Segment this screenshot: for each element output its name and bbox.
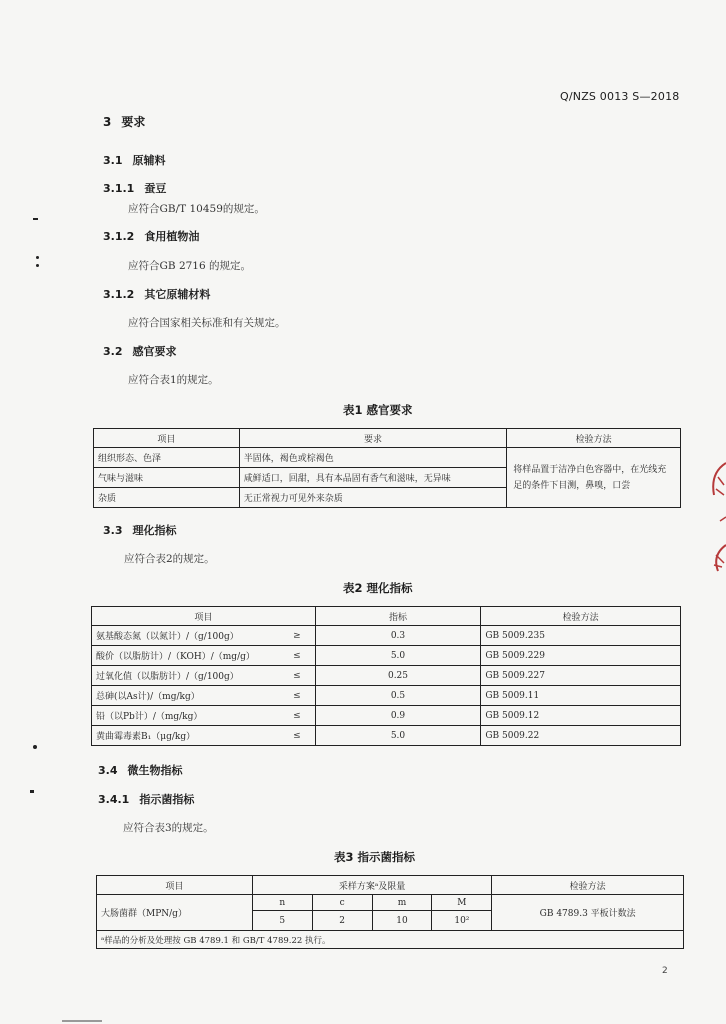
- table-subheader-cell: n: [252, 895, 312, 911]
- section-title: 其它原辅材料: [144, 288, 211, 301]
- table-cell-item: 过氧化值（以脂肪计）/（g/100g）: [92, 666, 282, 686]
- page-number: 2: [662, 966, 668, 976]
- table-cell-method: GB 5009.12: [481, 706, 681, 726]
- scan-mark: [36, 256, 39, 259]
- table-cell-item: 气味与滋味: [94, 468, 240, 488]
- section-number: 3: [103, 115, 112, 129]
- scan-mark: [33, 745, 37, 749]
- table-cell-item: 黄曲霉毒素B₁（μg/kg）: [92, 726, 282, 746]
- table-header-cell: 检验方法: [481, 607, 681, 626]
- table-cell-method: GB 5009.229: [481, 646, 681, 666]
- section-3-heading: [103, 113, 145, 130]
- table-row: [92, 626, 681, 646]
- section-3-1-2-heading: [103, 228, 199, 244]
- table-subheader-cell: m: [372, 895, 432, 911]
- table-cell-method: GB 5009.227: [481, 666, 681, 686]
- table-cell-item: 大肠菌群（MPN/g）: [97, 895, 253, 931]
- table-row: [92, 646, 681, 666]
- section-3-4-1-text: 应符合表3的规定。: [123, 822, 214, 834]
- table-cell-method: 将样品置于洁净白色容器中，在光线充足的条件下目测，鼻嗅，口尝: [507, 448, 681, 508]
- table-cell-requirement: 咸鲜适口，回甜，具有本品固有香气和滋味，无异味: [239, 468, 507, 488]
- table-row: [92, 686, 681, 706]
- table-footnote: ᵃ样品的分析及处理按 GB 4789.1 和 GB/T 4789.22 执行。: [97, 931, 684, 949]
- section-title: 理化指标: [132, 524, 177, 537]
- table-header-cell: 采样方案ᵃ及限量: [252, 876, 492, 895]
- section-number: 3.1: [103, 154, 123, 167]
- table-cell-method: GB 4789.3 平板计数法: [492, 895, 684, 931]
- table-header-cell: 检验方法: [507, 429, 681, 448]
- table-subheader-cell: M: [432, 895, 492, 911]
- table-header-row: [92, 607, 681, 626]
- table-cell-symbol: ≥: [281, 626, 315, 646]
- section-title: 原辅料: [132, 154, 166, 167]
- section-3-2-heading: [103, 343, 177, 359]
- table-cell-item: 组织形态、色泽: [94, 448, 240, 468]
- table-cell-value: 0.9: [315, 706, 481, 726]
- section-3-3-text: 应符合表2的规定。: [124, 553, 215, 565]
- section-number: 3.4: [98, 764, 118, 777]
- section-3-4-1-heading: [98, 791, 194, 807]
- table-row: [92, 666, 681, 686]
- table-header-cell: 项目: [97, 876, 253, 895]
- table3-caption: 表3 指示菌指标: [334, 850, 416, 864]
- section-number: 3.4.1: [98, 793, 130, 806]
- table-cell-item: 酸价（以脂肪计）/（KOH）/（mg/g）: [92, 646, 282, 666]
- table-subheader-row: [97, 895, 684, 911]
- table-header-cell: 要求: [239, 429, 507, 448]
- table1: [93, 428, 681, 508]
- table-header-row: [97, 876, 684, 895]
- section-title: 感官要求: [132, 345, 177, 358]
- table2-caption: 表2 理化指标: [343, 581, 413, 595]
- table-cell-m: 10: [372, 911, 432, 931]
- table-cell-M: 10²: [432, 911, 492, 931]
- section-number: 3.1.2: [103, 230, 135, 243]
- table-row: [94, 448, 681, 468]
- table-cell-value: 5.0: [315, 646, 481, 666]
- table-cell-symbol: ≤: [281, 686, 315, 706]
- table-cell-n: 5: [252, 911, 312, 931]
- table-footnote-row: [97, 931, 684, 949]
- seal-stamp-icon: [704, 455, 726, 575]
- table-cell-symbol: ≤: [281, 706, 315, 726]
- table-cell-c: 2: [312, 911, 372, 931]
- table-cell-value: 5.0: [315, 726, 481, 746]
- section-3-1-2b-text: 应符合国家相关标准和有关规定。: [128, 317, 286, 329]
- table-row: [92, 726, 681, 746]
- table-cell-value: 0.3: [315, 626, 481, 646]
- section-title: 指示菌指标: [139, 793, 195, 806]
- table-cell-value: 0.25: [315, 666, 481, 686]
- section-3-2-text: 应符合表1的规定。: [128, 374, 219, 386]
- section-title: 要求: [121, 115, 146, 129]
- section-title: 食用植物油: [144, 230, 200, 243]
- table-cell-symbol: ≤: [281, 726, 315, 746]
- section-3-1-1-heading: [103, 180, 166, 196]
- standard-code: Q/NZS 0013 S—2018: [560, 90, 680, 103]
- table-cell-value: 0.5: [315, 686, 481, 706]
- table-cell-symbol: ≤: [281, 666, 315, 686]
- table-cell-symbol: ≤: [281, 646, 315, 666]
- scan-mark: [33, 218, 38, 220]
- scan-mark: [62, 1020, 102, 1022]
- section-3-4-heading: [98, 762, 183, 778]
- table-cell-requirement: 半固体，褐色或棕褐色: [239, 448, 507, 468]
- scan-mark: [30, 790, 34, 793]
- table-cell-requirement: 无正常视力可见外来杂质: [239, 488, 507, 508]
- table-subheader-cell: c: [312, 895, 372, 911]
- table3: [96, 875, 684, 949]
- table-header-row: [94, 429, 681, 448]
- section-3-1-2-text: 应符合GB 2716 的规定。: [128, 260, 252, 272]
- table-header-cell: 检验方法: [492, 876, 684, 895]
- table-cell-item: 氨基酸态氮（以氮计）/（g/100g）: [92, 626, 282, 646]
- section-3-1-heading: [103, 152, 166, 168]
- section-3-3-heading: [103, 522, 177, 538]
- table-row: [92, 706, 681, 726]
- table-cell-item: 总砷(以As计)/（mg/kg）: [92, 686, 282, 706]
- table-cell-method: GB 5009.22: [481, 726, 681, 746]
- scan-mark: [36, 264, 39, 267]
- section-title: 蚕豆: [144, 182, 167, 195]
- section-3-1-2b-heading: [103, 286, 210, 302]
- table-header-cell: 项目: [94, 429, 240, 448]
- table-cell-method: GB 5009.11: [481, 686, 681, 706]
- table-cell-method: GB 5009.235: [481, 626, 681, 646]
- table1-caption: 表1 感官要求: [343, 403, 413, 417]
- section-number: 3.3: [103, 524, 123, 537]
- section-number: 3.1.2: [103, 288, 135, 301]
- table-cell-item: 杂质: [94, 488, 240, 508]
- table2: [91, 606, 681, 746]
- table-header-cell: 项目: [92, 607, 316, 626]
- table-cell-item: 铅（以Pb计）/（mg/kg）: [92, 706, 282, 726]
- section-number: 3.2: [103, 345, 123, 358]
- section-3-1-1-text: 应符合GB/T 10459的规定。: [128, 203, 265, 215]
- section-title: 微生物指标: [127, 764, 183, 777]
- table-header-cell: 指标: [315, 607, 481, 626]
- section-number: 3.1.1: [103, 182, 135, 195]
